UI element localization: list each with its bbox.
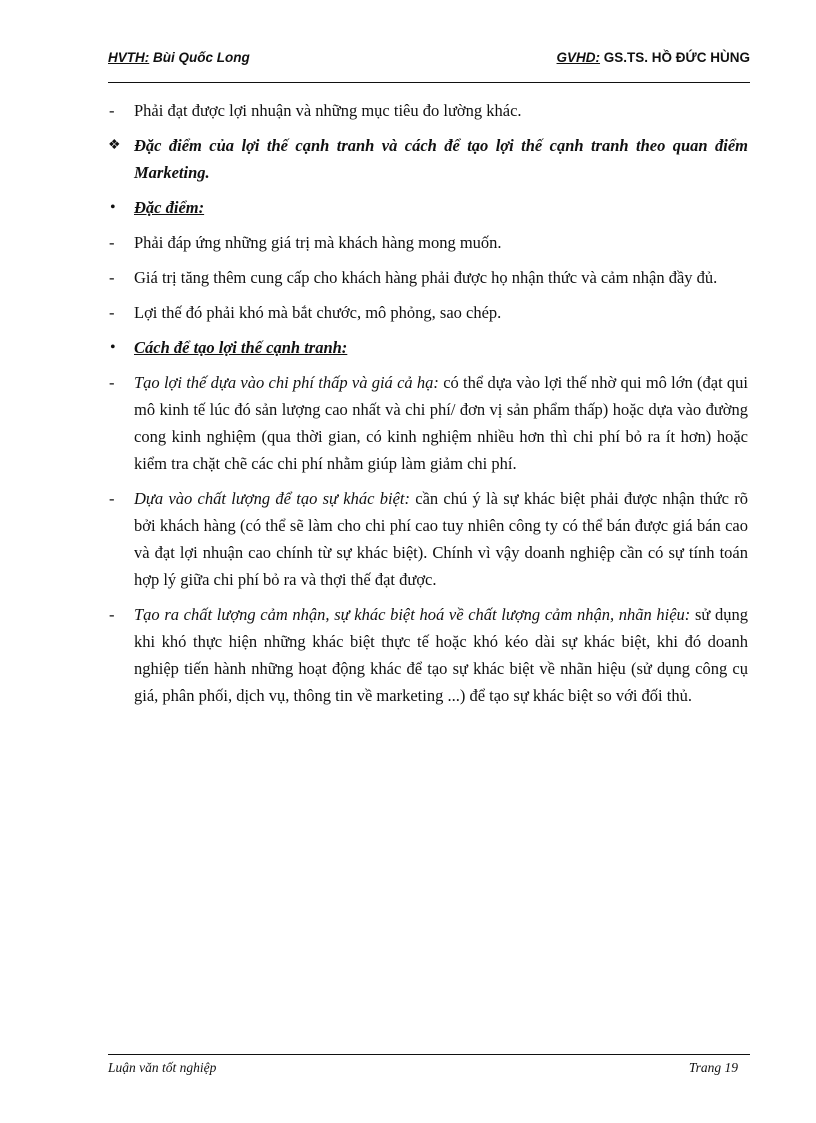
advisor-label: GVHD: (556, 50, 601, 65)
advisor-credit (557, 50, 750, 65)
student-credit (108, 50, 250, 65)
footer-rule (108, 1054, 750, 1055)
subheading-features (108, 194, 748, 221)
subheading-methods (108, 334, 748, 361)
item-text: Giá trị tăng thêm cung cấp cho khách hàng phải được họ nhận thức và cảm nhận đầy đủ. (134, 268, 718, 287)
list-item (108, 485, 748, 593)
advisor-name: GS.TS. HỒ ĐỨC HÙNG (600, 50, 750, 65)
page-number: Trang 19 (688, 1060, 738, 1075)
list-item (108, 601, 748, 709)
dash-marker: - (109, 303, 115, 322)
student-label: HVTH: (108, 50, 150, 65)
thesis-label: Luận văn tốt nghiệp (108, 1060, 217, 1075)
item-lead: Tạo lợi thế dựa vào chi phí thấp và giá cả hạ: (134, 373, 439, 392)
item-text: cần chú ý là sự khác biệt phải được nhận thức rõ bởi khách hàng (có thể sẽ làm cho chi phí cao tuy nhiên công ty có thể bán được giá bán cao và đạt lợi nhuận cao chính từ sự khác biệt). Chính vì vậy doanh nghiệp cần có sự tính toán hợp lý giữa chi phí bỏ ra và thợi thế đạt được. (134, 489, 748, 589)
dash-marker: - (109, 489, 115, 508)
item-text: Phải đạt được lợi nhuận và những mục tiêu đo lường khác. (134, 101, 522, 120)
list-item (108, 299, 748, 326)
dash-marker: - (109, 101, 115, 120)
header-rule (108, 82, 750, 83)
item-text: có thể dựa vào lợi thế nhờ qui mô lớn (đạt qui mô kinh tế lúc đó sản lượng cao nhất và chi phí/ đơn vị sản phẩm thấp) hoặc dựa vào đường cong kinh nghiệm (qua thời gian, có kinh nghiệm nhiều hơn thì chi phí bỏ ra ít hơn) hoặc kiểm tra chặt chẽ các chi phí nhằm giúp làm giảm chi phí. (134, 373, 749, 473)
student-name: Bùi Quốc Long (149, 50, 250, 65)
section-heading (108, 132, 748, 186)
bullet-icon: • (110, 339, 116, 356)
page-body (108, 97, 748, 709)
heading-text: Đặc điểm của lợi thế cạnh tranh và cách để tạo lợi thế cạnh tranh theo quan điểm Marketing. (134, 136, 748, 182)
dash-marker: - (109, 373, 115, 392)
page-header (108, 50, 750, 70)
list-item (108, 264, 748, 291)
list-item (108, 369, 748, 477)
list-item (108, 97, 748, 124)
dash-marker: - (109, 233, 115, 252)
item-text: Lợi thế đó phải khó mà bắt chước, mô phỏng, sao chép. (134, 303, 502, 322)
bullet-icon: • (110, 199, 116, 216)
item-lead: Tạo ra chất lượng cảm nhận, sự khác biệt hoá về chất lượng cảm nhận, nhãn hiệu: (134, 605, 691, 624)
diamond-bullet-icon: ❖ (108, 138, 121, 153)
list-item (108, 229, 748, 256)
dash-marker: - (109, 268, 115, 287)
subheading-text: Cách để tạo lợi thế cạnh tranh: (134, 338, 348, 357)
dash-marker: - (109, 605, 115, 624)
subheading-text: Đặc điểm: (134, 198, 205, 217)
item-text: sử dụng khi khó thực hiện những khác biệt thực tế hoặc khó kéo dài sự khác biệt, khi đó doanh nghiệp tiến hành những hoạt động khác để tạo sự khác biệt về nhãn hiệu (sử dụng công cụ giá, phân phối, dịch vụ, thông tin về marketing ...) để tạo sự khác biệt so với đối thủ. (134, 605, 748, 705)
item-text: Phải đáp ứng những giá trị mà khách hàng mong muốn. (134, 233, 502, 252)
item-lead: Dựa vào chất lượng để tạo sự khác biệt: (134, 489, 410, 508)
